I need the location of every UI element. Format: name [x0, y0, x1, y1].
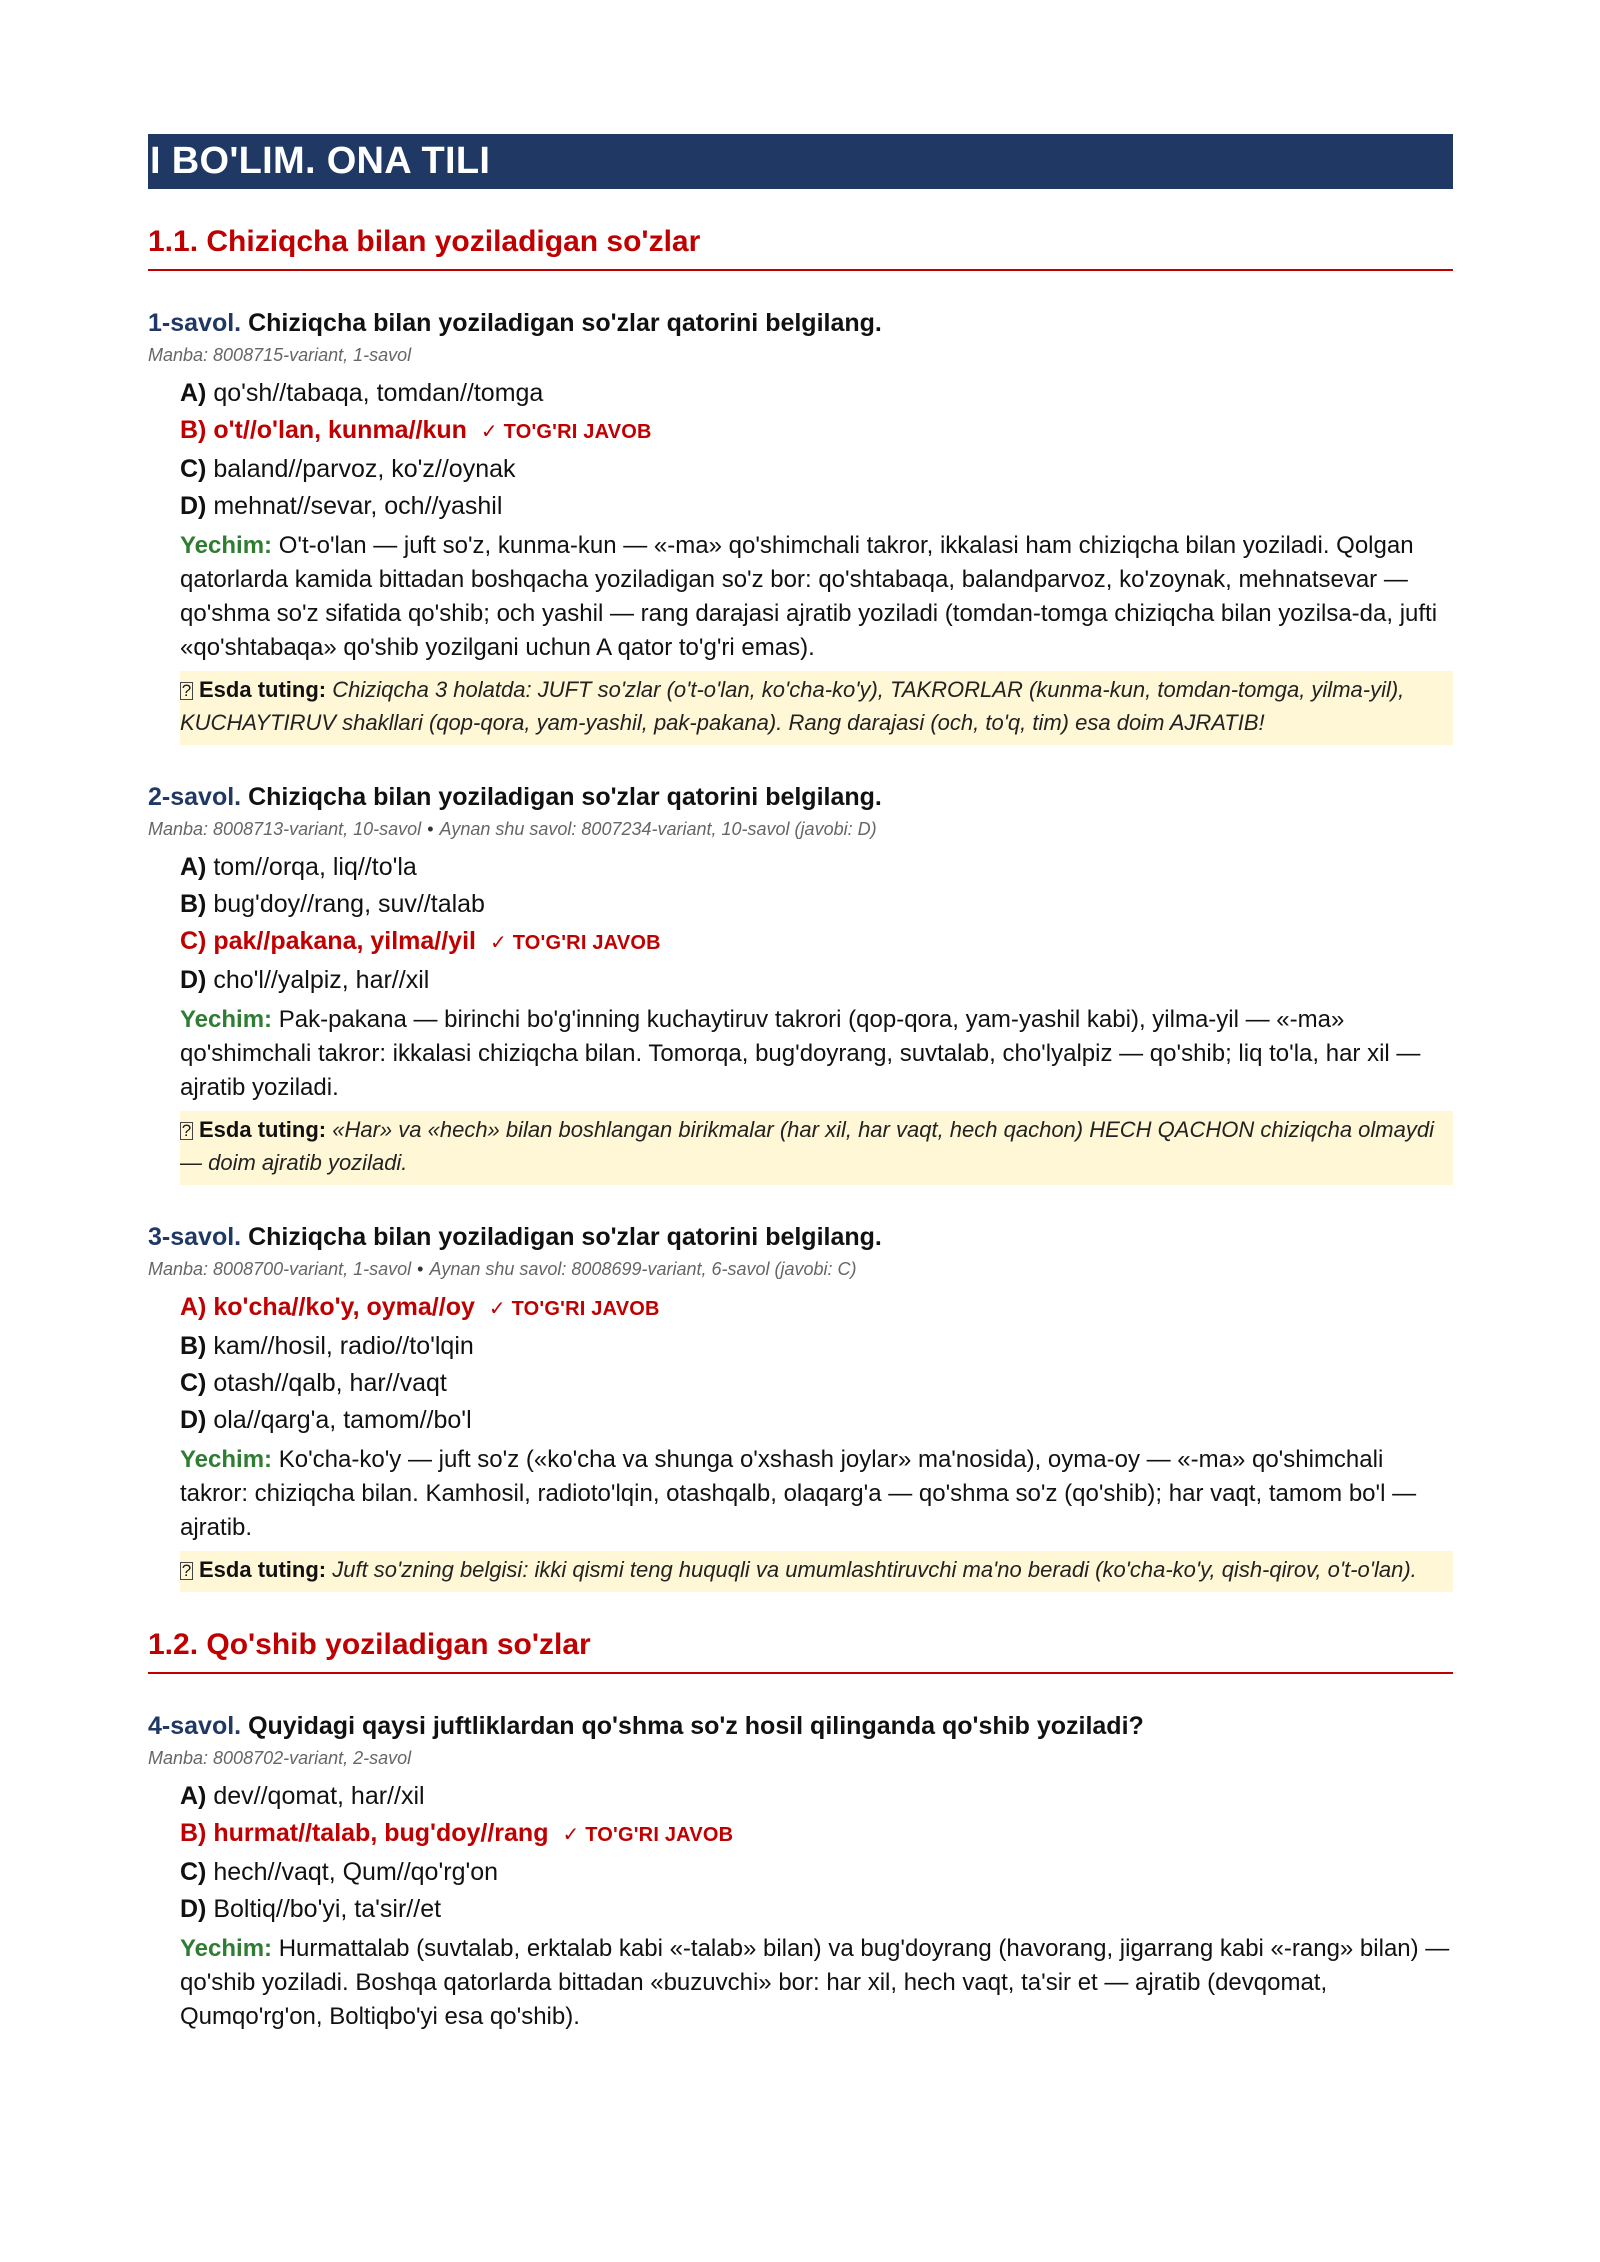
answer-option — [180, 1778, 1453, 1815]
remember-label: Esda tuting: — [199, 677, 327, 702]
question-title — [148, 1710, 1453, 1742]
question-source — [148, 1746, 1453, 1770]
source-text: Manba: 8008700-variant, 1-savol — [148, 1259, 412, 1279]
correct-answer-badge: ✓ TO'G'RI JAVOB — [562, 1824, 734, 1846]
question-title — [148, 781, 1453, 813]
option-letter: A) — [180, 1782, 207, 1810]
solution — [180, 1003, 1453, 1105]
note-icon: ? — [181, 1121, 192, 1140]
solution-label: Yechim: — [180, 1935, 273, 1962]
option-text: Boltiq//bo'yi, ta'sir//et — [213, 1895, 442, 1923]
option-letter: C) — [180, 1369, 207, 1397]
question-source — [148, 1257, 1453, 1281]
note-icon: ? — [181, 681, 192, 700]
option-text: baland//parvoz, ko'z//oynak — [213, 455, 516, 483]
solution — [180, 1443, 1453, 1545]
part-header — [148, 134, 1453, 189]
option-letter: D) — [180, 966, 207, 994]
option-text: dev//qomat, har//xil — [213, 1782, 425, 1810]
section — [148, 1628, 1453, 2034]
remember-text: Chiziqcha 3 holatda: JUFT so'zlar (o't-o'lan, ko'cha-ko'y), TAKRORLAR (kunma-kun, tomdan-tomga, yilma-yil), KUCHAYTIRUV shakllari (qop-qora, yam-yashil, pak-pakana). Rang darajasi (och, to'q, tim) esa doim AJRATIB! — [180, 677, 1405, 735]
part-title: I BO'LIM. ONA TILI — [150, 140, 491, 182]
solution-label: Yechim: — [180, 532, 273, 559]
question-number: 3-savol. — [148, 1223, 242, 1251]
remember-text: Juft so'zning belgisi: ikki qismi teng huquqli va umumlashtiruvchi ma'no beradi (ko'cha-ko'y, qish-qirov, o't-o'lan). — [332, 1557, 1417, 1582]
option-letter: D) — [180, 1406, 207, 1434]
question-source — [148, 343, 1453, 367]
question — [148, 781, 1453, 1185]
option-text: bug'doy//rang, suv//talab — [213, 890, 485, 918]
answer-option — [180, 1328, 1453, 1365]
content — [148, 225, 1453, 2034]
question — [148, 1710, 1453, 2034]
option-text: tom//orqa, liq//to'la — [213, 853, 417, 881]
solution-label: Yechim: — [180, 1446, 273, 1473]
document-page — [148, 134, 1453, 2034]
source-separator: • — [427, 819, 434, 839]
answer-options — [180, 1778, 1453, 1928]
source-extra-text: Aynan shu savol: 8008699-variant, 6-savol (javobi: C) — [429, 1259, 857, 1279]
answer-option — [180, 375, 1453, 412]
answer-option-correct — [180, 923, 1453, 962]
question-text: Quyidagi qaysi juftliklardan qo'shma so'z hosil qilinganda qo'shib yoziladi? — [248, 1712, 1144, 1740]
question-number: 1-savol. — [148, 309, 242, 337]
section-title: 1.2. Qo'shib yoziladigan so'zlar — [148, 1628, 1453, 1674]
answer-option-correct — [180, 1815, 1453, 1854]
answer-options — [180, 1289, 1453, 1439]
option-text: o't//o'lan, kunma//kun — [213, 416, 467, 444]
remember-label: Esda tuting: — [199, 1557, 327, 1582]
option-letter: C) — [180, 1858, 207, 1886]
option-letter: C) — [180, 927, 207, 955]
question-text: Chiziqcha bilan yoziladigan so'zlar qatorini belgilang. — [248, 309, 882, 337]
option-letter: A) — [180, 379, 207, 407]
answer-option — [180, 849, 1453, 886]
option-text: ko'cha//ko'y, oyma//oy — [213, 1293, 475, 1321]
note-icon: ? — [181, 1561, 192, 1580]
answer-options — [180, 849, 1453, 999]
solution — [180, 529, 1453, 665]
remember-note — [180, 1111, 1453, 1185]
remember-text: «Har» va «hech» bilan boshlangan birikmalar (har xil, har vaqt, hech qachon) HECH QACHON chiziqcha olmaydi — doim ajratib yoziladi. — [180, 1117, 1434, 1175]
option-text: ola//qarg'a, tamom//bo'l — [213, 1406, 472, 1434]
option-letter: D) — [180, 492, 207, 520]
source-text: Manba: 8008702-variant, 2-savol — [148, 1748, 412, 1768]
option-text: hurmat//talab, bug'doy//rang — [213, 1819, 549, 1847]
option-text: mehnat//sevar, och//yashil — [213, 492, 503, 520]
question-source — [148, 817, 1453, 841]
answer-option — [180, 1854, 1453, 1891]
source-extra-text: Aynan shu savol: 8007234-variant, 10-savol (javobi: D) — [439, 819, 877, 839]
question-title — [148, 1221, 1453, 1253]
question-title — [148, 307, 1453, 339]
solution-text: Ko'cha-ko'y — juft so'z («ko'cha va shunga o'xshash joylar» ma'nosida), oyma-oy — «-ma» qo'shimchali takror: chiziqcha bilan. Kamhosil, radioto'lqin, otashqalb, olaqarg'a — qo'shma so'z (qo'shib); har vaqt, tamom bo'l — ajratib. — [180, 1446, 1417, 1541]
answer-option — [180, 886, 1453, 923]
answer-options — [180, 375, 1453, 525]
question — [148, 1221, 1453, 1592]
option-letter: B) — [180, 1332, 207, 1360]
solution-label: Yechim: — [180, 1006, 273, 1033]
option-letter: A) — [180, 853, 207, 881]
solution-text: Hurmattalab (suvtalab, erktalab kabi «-talab» bilan) va bug'doyrang (havorang, jigarrang kabi «-rang» bilan) — qo'shib yoziladi. Boshqa qatorlarda bittadan «buzuvchi» bor: har xil, hech vaqt, ta'sir et — ajratib (devqomat, Qumqo'rg'on, Boltiqbo'yi esa qo'shib). — [180, 1935, 1450, 2030]
answer-option — [180, 1402, 1453, 1439]
section-title: 1.1. Chiziqcha bilan yoziladigan so'zlar — [148, 225, 1453, 271]
remember-label: Esda tuting: — [199, 1117, 327, 1142]
question-text: Chiziqcha bilan yoziladigan so'zlar qatorini belgilang. — [248, 1223, 882, 1251]
source-separator: • — [417, 1259, 424, 1279]
answer-option — [180, 488, 1453, 525]
solution-text: O't-o'lan — juft so'z, kunma-kun — «-ma» qo'shimchali takror, ikkalasi ham chiziqcha bilan yoziladi. Qolgan qatorlarda kamida bittadan boshqacha yoziladigan so'z bor: qo'shtabaqa, balandparvoz, ko'zoynak, mehnatsevar — qo'shma so'z sifatida qo'shib; och yashil — rang darajasi ajratib yoziladi (tomdan-tomga chiziqcha bilan yozilsa-da, jufti «qo'shtabaqa» qo'shib yozilgani uchun A qator to'g'ri emas). — [180, 532, 1438, 661]
option-letter: B) — [180, 416, 207, 444]
remember-note — [180, 671, 1453, 745]
option-text: qo'sh//tabaqa, tomdan//tomga — [213, 379, 544, 407]
answer-option — [180, 1891, 1453, 1928]
remember-note — [180, 1551, 1453, 1592]
correct-answer-badge: ✓ TO'G'RI JAVOB — [488, 1298, 660, 1320]
solution — [180, 1932, 1453, 2034]
option-letter: D) — [180, 1895, 207, 1923]
option-letter: A) — [180, 1293, 207, 1321]
option-text: cho'l//yalpiz, har//xil — [213, 966, 430, 994]
answer-option-correct — [180, 412, 1453, 451]
correct-answer-badge: ✓ TO'G'RI JAVOB — [480, 421, 652, 443]
option-text: pak//pakana, yilma//yil — [213, 927, 476, 955]
option-letter: B) — [180, 890, 207, 918]
option-text: kam//hosil, radio//to'lqin — [213, 1332, 474, 1360]
source-text: Manba: 8008715-variant, 1-savol — [148, 345, 412, 365]
solution-text: Pak-pakana — birinchi bo'g'inning kuchaytiruv takrori (qop-qora, yam-yashil kabi), yilma-yil — «-ma» qo'shimchali takror: ikkalasi chiziqcha bilan. Tomorqa, bug'doyrang, suvtalab, cho'lyalpiz — qo'shib; liq to'la, har xil — ajratib yoziladi. — [180, 1006, 1421, 1101]
answer-option — [180, 451, 1453, 488]
source-text: Manba: 8008713-variant, 10-savol — [148, 819, 422, 839]
question — [148, 307, 1453, 745]
option-letter: B) — [180, 1819, 207, 1847]
question-text: Chiziqcha bilan yoziladigan so'zlar qatorini belgilang. — [248, 783, 882, 811]
question-number: 2-savol. — [148, 783, 242, 811]
section — [148, 225, 1453, 1592]
answer-option — [180, 1365, 1453, 1402]
answer-option — [180, 962, 1453, 999]
option-text: hech//vaqt, Qum//qo'rg'on — [213, 1858, 499, 1886]
question-number: 4-savol. — [148, 1712, 242, 1740]
option-letter: C) — [180, 455, 207, 483]
correct-answer-badge: ✓ TO'G'RI JAVOB — [489, 932, 661, 954]
option-text: otash//qalb, har//vaqt — [213, 1369, 447, 1397]
answer-option-correct — [180, 1289, 1453, 1328]
